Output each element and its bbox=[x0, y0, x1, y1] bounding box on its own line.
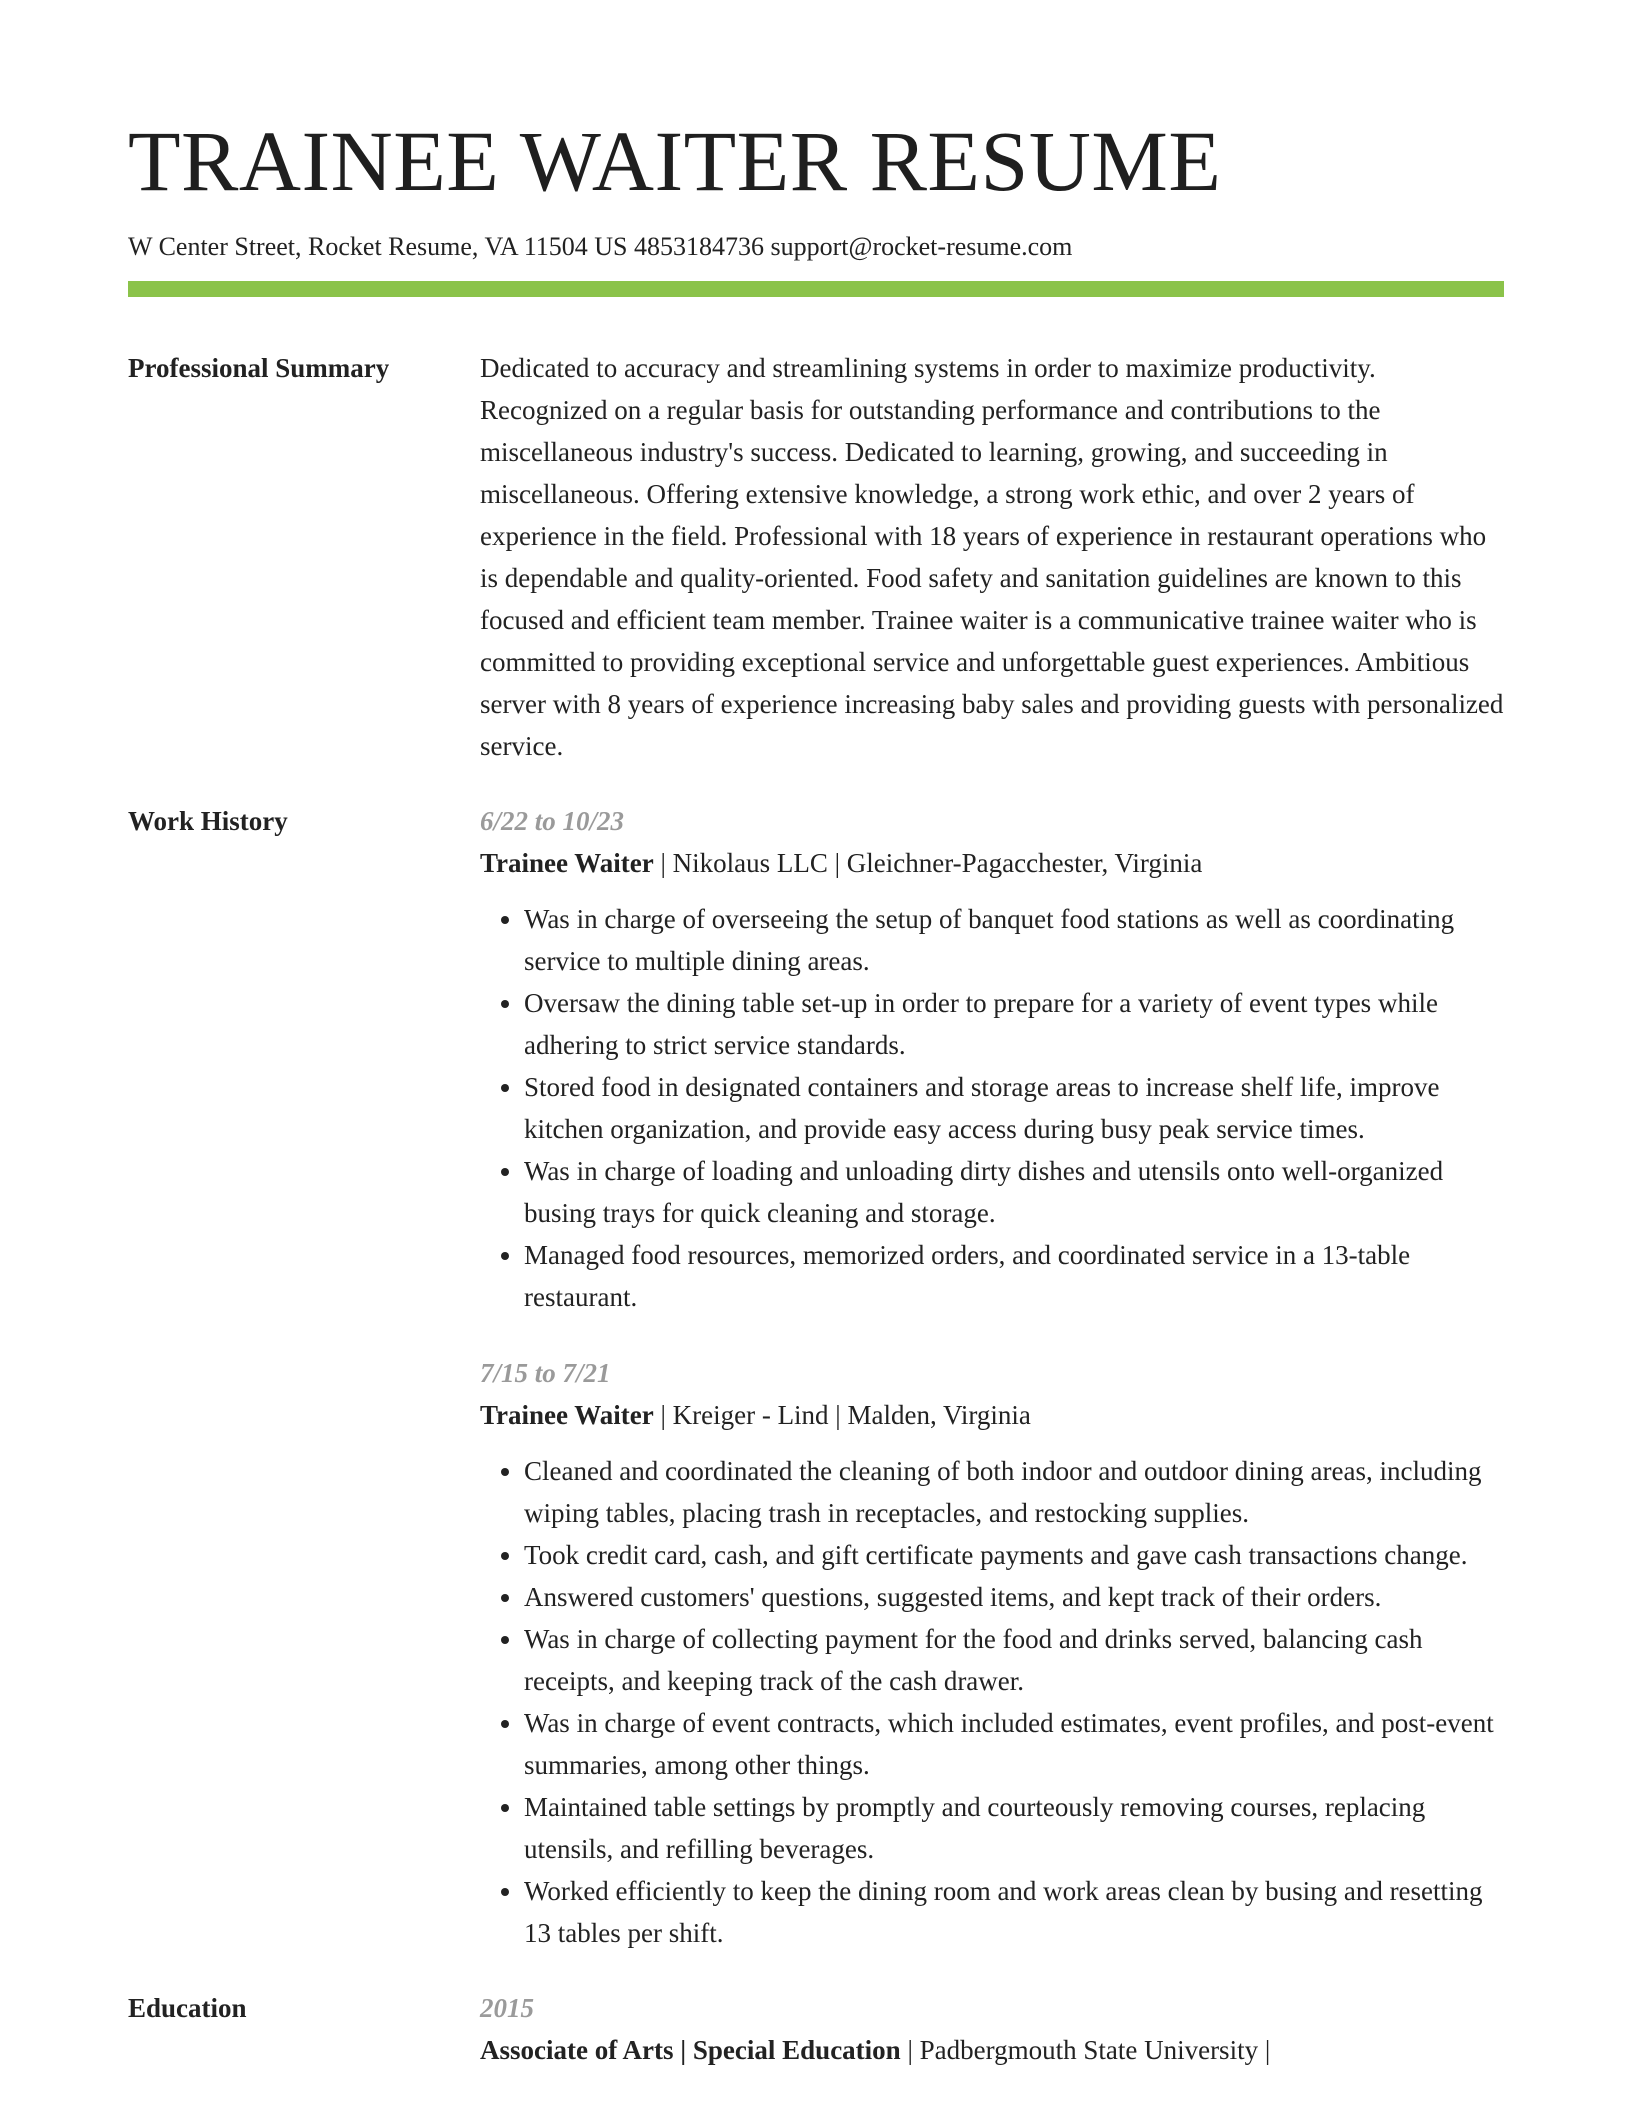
duty-item: • Maintained table settings by promptly and courteously removing courses, replacing utensils, and refilling beverages. bbox=[524, 1786, 1504, 1870]
section-heading-summary: Professional Summary bbox=[128, 353, 390, 384]
duty-item: • Cleaned and coordinated the cleaning of both indoor and outdoor dining areas, including wiping tables, placing trash in receptacles, and restocking supplies. bbox=[524, 1450, 1504, 1534]
resume-title: TRAINEE WAITER RESUME bbox=[128, 113, 1222, 209]
contact-address: W Center Street, Rocket Resume, VA 11504 US bbox=[128, 232, 628, 261]
duty-item: • Stored food in designated containers and storage areas to increase shelf life, improve kitchen organization, and provide easy access during busy peak service times. bbox=[524, 1066, 1504, 1150]
work-history-list bbox=[480, 800, 1504, 1954]
job-entry bbox=[480, 1352, 1504, 1954]
contact-phone: 4853184736 bbox=[634, 232, 764, 261]
accent-divider bbox=[128, 281, 1504, 297]
section-heading-education: Education bbox=[128, 1993, 247, 2024]
duty-item: • Took credit card, cash, and gift certificate payments and gave cash transactions change. bbox=[524, 1534, 1504, 1576]
education-section bbox=[128, 1987, 1504, 2071]
duty-item: • Managed food resources, memorized orders, and coordinated service in a 13-table restaurant. bbox=[524, 1234, 1504, 1318]
duty-item: • Worked efficiently to keep the dining room and work areas clean by busing and resetting 13 tables per shift. bbox=[524, 1870, 1504, 1954]
summary-text: Dedicated to accuracy and streamlining systems in order to maximize productivity. Recognized on a regular basis for outstanding performance and contributions to the miscellaneous industry's success. Dedicated to learning, growing, and succeeding in miscellaneous. Offering extensive knowledge, a strong work ethic, and over 2 years of experience in the field. Professional with 18 years of experience in restaurant operations who is dependable and quality-oriented. Food safety and sanitation guidelines are known to this focused and efficient team member. Trainee waiter is a communicative trainee waiter who is committed to providing exceptional service and unforgettable guest experiences. Ambitious server with 8 years of experience increasing baby sales and providing guests with personalized service. bbox=[480, 353, 1504, 762]
job-role: Trainee Waiter bbox=[480, 848, 654, 879]
job-duties bbox=[480, 898, 1504, 1318]
contact-line bbox=[128, 231, 1504, 262]
job-duties bbox=[480, 1450, 1504, 1954]
duty-item: • Answered customers' questions, suggested items, and kept track of their orders. bbox=[524, 1576, 1504, 1618]
job-role: Trainee Waiter bbox=[480, 1400, 654, 1431]
job-company-location: | Nikolaus LLC | Gleichner-Pagacchester, Virginia bbox=[653, 848, 1203, 879]
duty-item: • Was in charge of collecting payment for the food and drinks served, balancing cash receipts, and keeping track of the cash drawer. bbox=[524, 1618, 1504, 1702]
job-title-line bbox=[480, 842, 1504, 884]
job-company-location: | Kreiger - Lind | Malden, Virginia bbox=[653, 1400, 1031, 1431]
education-entry bbox=[480, 1987, 1504, 2071]
job-dates: 7/15 to 7/21 bbox=[480, 1358, 611, 1389]
education-degree: Associate of Arts | Special Education bbox=[480, 2035, 901, 2066]
education-school: | Padbergmouth State University | bbox=[900, 2035, 1271, 2066]
professional-summary-section bbox=[128, 347, 1504, 767]
education-year: 2015 bbox=[480, 1993, 534, 2024]
duty-item: • Oversaw the dining table set-up in order to prepare for a variety of event types while adhering to strict service standards. bbox=[524, 982, 1504, 1066]
duty-item: • Was in charge of event contracts, which included estimates, event profiles, and post-event summaries, among other things. bbox=[524, 1702, 1504, 1786]
job-dates: 6/22 to 10/23 bbox=[480, 806, 625, 837]
duty-item: • Was in charge of loading and unloading dirty dishes and utensils onto well-organized busing trays for quick cleaning and storage. bbox=[524, 1150, 1504, 1234]
work-history-section bbox=[128, 800, 1504, 1954]
section-heading-work: Work History bbox=[128, 806, 288, 837]
duty-item: • Was in charge of overseeing the setup of banquet food stations as well as coordinating service to multiple dining areas. bbox=[524, 898, 1504, 982]
job-title-line bbox=[480, 1394, 1504, 1436]
contact-email: support@rocket-resume.com bbox=[770, 232, 1073, 261]
job-entry bbox=[480, 800, 1504, 1318]
education-degree-line bbox=[480, 2029, 1504, 2071]
